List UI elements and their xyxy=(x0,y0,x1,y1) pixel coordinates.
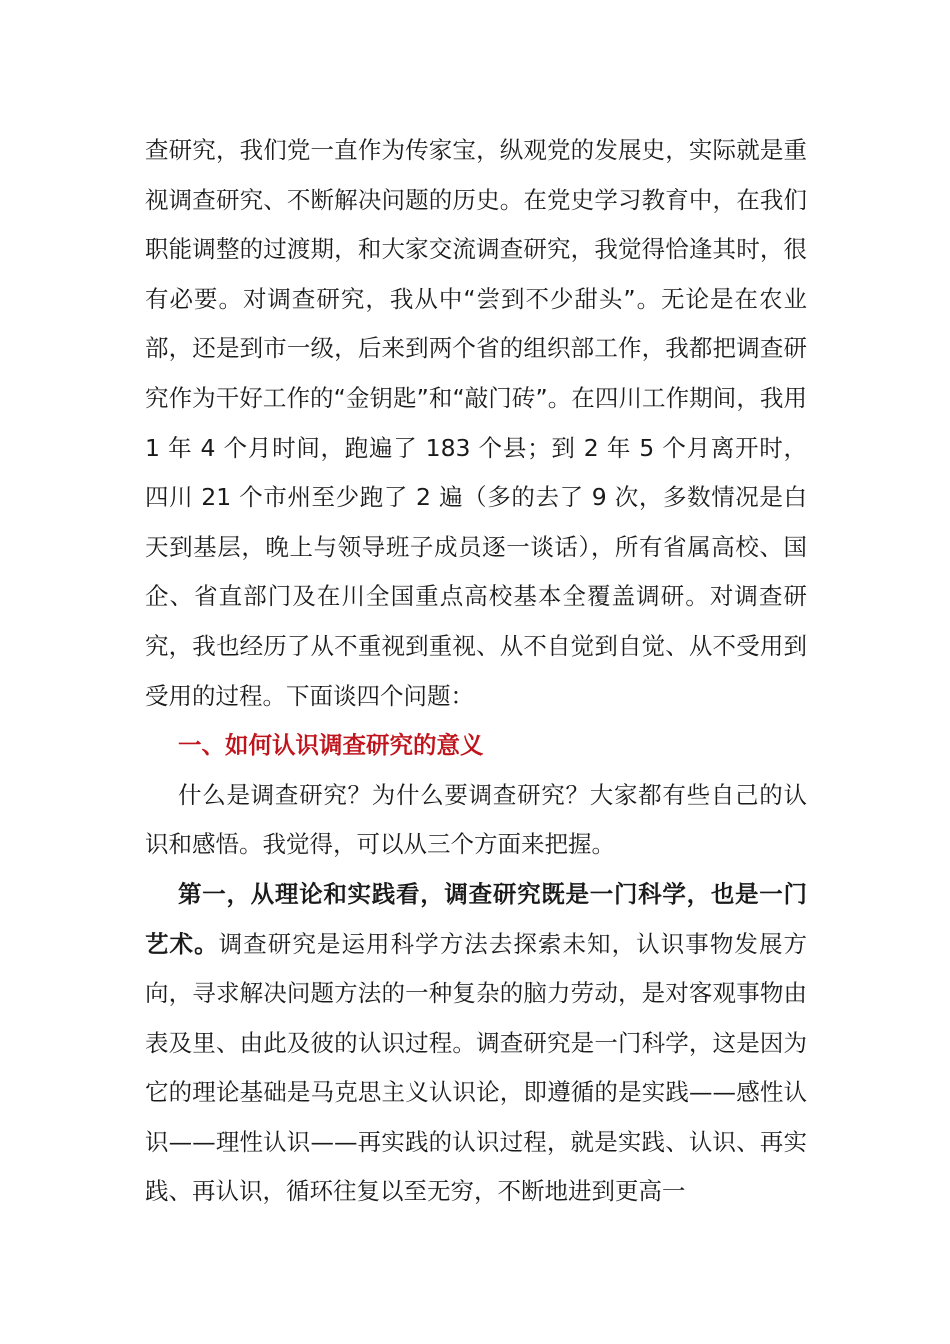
section-heading: 一、如何认识调查研究的意义 xyxy=(178,731,484,760)
first-point-paragraph xyxy=(145,870,807,1217)
question-paragraph: 什么是调查研究？为什么要调查研究？大家都有些自己的认识和感悟。我觉得，可以从三个方面来把握。 xyxy=(145,780,807,859)
document-body xyxy=(145,126,807,1217)
first-point-lead: 第一，从理论和实践看，调查研究既是一门科学，也是一门艺术。 xyxy=(145,879,807,958)
first-point-body: 调查研究是运用科学方法去探索未知，认识事物发展方向，寻求解决问题方法的一种复杂的脑力劳动，是对客观事物由表及里、由此及彼的认识过程。调查研究是一门科学，这是因为它的理论基础是马克思主义认识论，即遵循的是实践——感性认识——理性认识——再实践的认识过程，就是实践、认识、再实践、再认识，循环往复以至无穷，不断地进到更高一 xyxy=(145,929,808,1206)
intro-paragraph: 查研究，我们党一直作为传家宝，纵观党的发展史，实际就是重视调查研究、不断解决问题的历史。在党史学习教育中，在我们职能调整的过渡期，和大家交流调查研究，我觉得恰逢其时，很有必要。对调查研究，我从中“尝到不少甜头”。无论是在农业部，还是到市一级，后来到两个省的组织部工作，我都把调查研究作为干好工作的“金钥匙”和“敲门砖”。在四川工作期间，我用 1 年 4 个月时间，跑遍了 183 个县；到 2 年 5 个月离开时，四川 21 个市州至少跑了 2 遍（多的去了 9 次，多数情况是白天到基层，晚上与领导班子成员逐一谈话），所有省属高校、国企、省直部门及在川全国重点高校基本全覆盖调研。对调查研究，我也经历了从不重视到重视、从不自觉到自觉、从不受用到受用的过程。下面谈四个问题： xyxy=(145,136,807,710)
